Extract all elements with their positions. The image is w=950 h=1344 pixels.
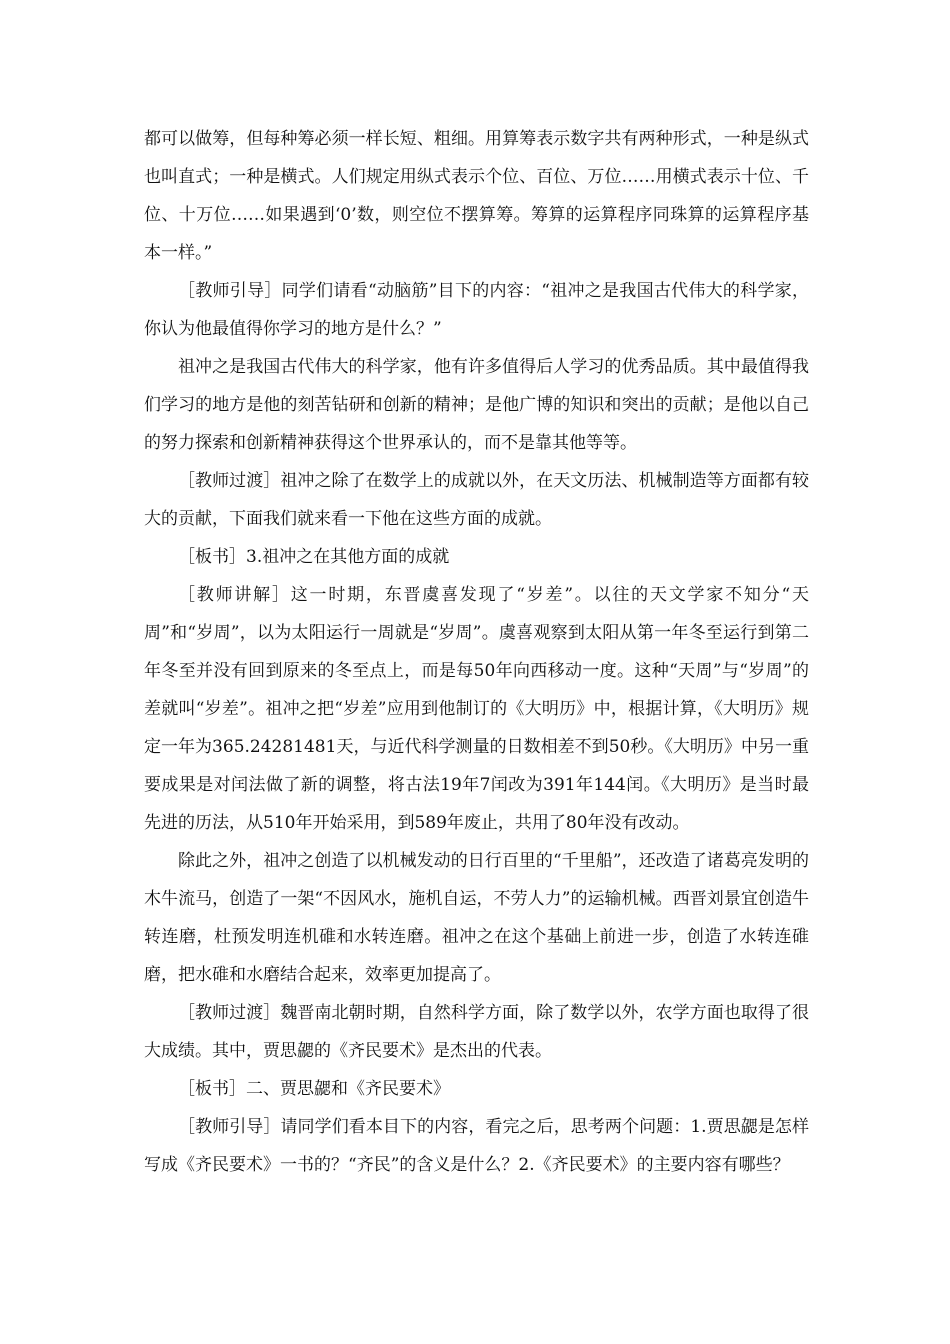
paragraph-8: ［教师过渡］魏晋南北朝时期，自然科学方面，除了数学以外，农学方面也取得了很大成绩。其中，贾思勰的《齐民要术》是杰出的代表。	[144, 1003, 809, 1061]
paragraph-2: ［教师引导］同学们请看“动脑筋”目下的内容：“祖冲之是我国古代伟大的科学家，你认为他最值得你学习的地方是什么？”	[144, 281, 809, 339]
paragraph-1: 都可以做筹，但每种筹必须一样长短、粗细。用算筹表示数字共有两种形式，一种是纵式也叫直式；一种是横式。人们规定用纵式表示个位、百位、万位……用横式表示十位、千位、十万位……如果遇到‘0’数，则空位不摆算筹。筹算的运算程序同珠算的运算程序基本一样。”	[144, 129, 809, 263]
paragraph-9: ［板书］二、贾思勰和《齐民要术》	[178, 1079, 450, 1099]
document-body	[144, 120, 809, 1184]
paragraph-10: ［教师引导］请同学们看本目下的内容，看完之后，思考两个问题：1.贾思勰是怎样写成《齐民要术》一书的？“齐民”的含义是什么？2.《齐民要术》的主要内容有哪些？	[144, 1117, 809, 1175]
paragraph-7: 除此之外，祖冲之创造了以机械发动的日行百里的“千里船”，还改造了诸葛亮发明的木牛流马，创造了一架“不因风水，施机自运，不劳人力”的运输机械。西晋刘景宜创造牛转连磨，杜预发明连机碓和水转连磨。祖冲之在这个基础上前进一步，创造了水转连碓磨，把水碓和水磨结合起来，效率更加提高了。	[144, 851, 809, 985]
paragraph-3: 祖冲之是我国古代伟大的科学家，他有许多值得后人学习的优秀品质。其中最值得我们学习的地方是他的刻苦钻研和创新的精神；是他广博的知识和突出的贡献；是他以自己的努力探索和创新精神获得这个世界承认的，而不是靠其他等等。	[144, 357, 809, 453]
paragraph-5: ［板书］3.祖冲之在其他方面的成就	[178, 547, 450, 567]
paragraph-6: ［教师讲解］这一时期，东晋虞喜发现了“岁差”。以往的天文学家不知分“天周”和“岁周”，以为太阳运行一周就是“岁周”。虞喜观察到太阳从第一年冬至运行到第二年冬至并没有回到原来的冬至点上，而是每50年向西移动一度。这种“天周”与“岁周”的差就叫“岁差”。祖冲之把“岁差”应用到他制订的《大明历》中，根据计算，《大明历》规定一年为365.24281481天，与近代科学测量的日数相差不到50秒。《大明历》中另一重要成果是对闰法做了新的调整，将古法19年7闰改为391年144闰。《大明历》是当时最先进的历法，从510年开始采用，到589年废止，共用了80年没有改动。	[144, 585, 809, 833]
paragraph-4: ［教师过渡］祖冲之除了在数学上的成就以外，在天文历法、机械制造等方面都有较大的贡献，下面我们就来看一下他在这些方面的成就。	[144, 471, 809, 529]
